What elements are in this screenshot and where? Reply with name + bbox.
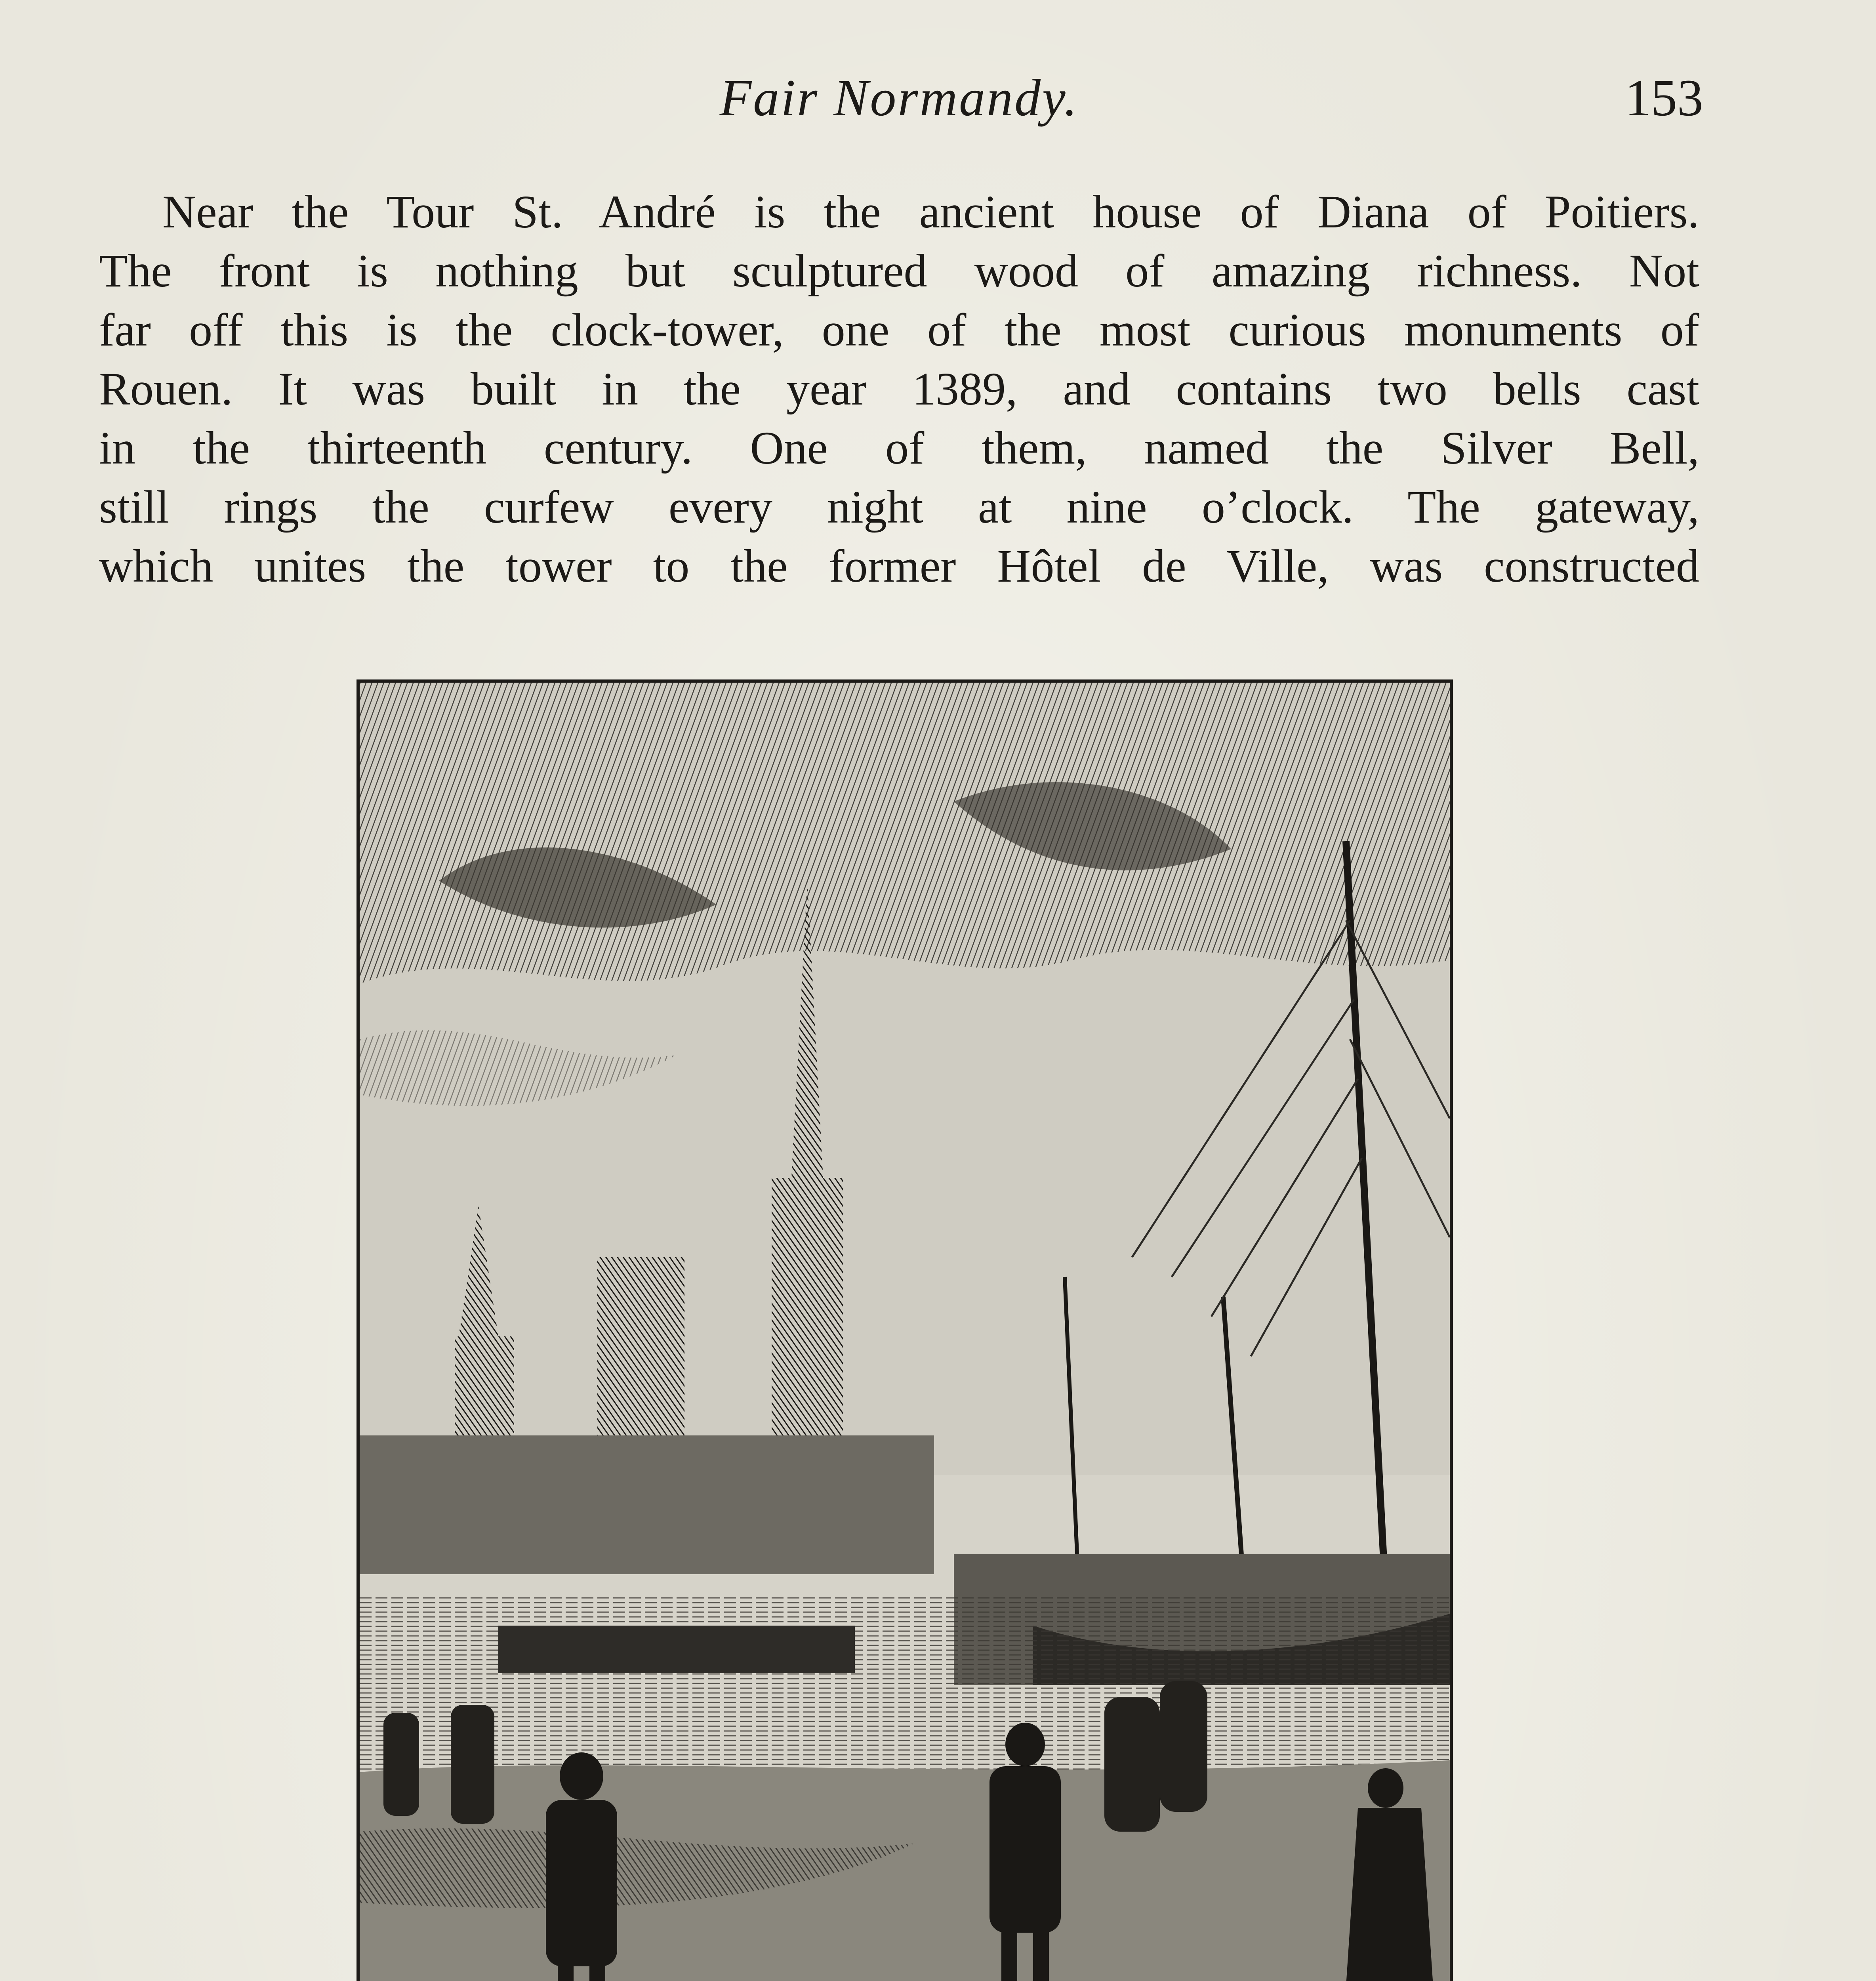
engraving-illustration <box>360 683 1450 1981</box>
text-line: The front is nothing but sculptured wood of amazing richness. Not <box>99 245 1699 297</box>
text-line: which unites the tower to the former Hôtel de Ville, was constructed <box>99 540 1699 592</box>
text-line: Rouen. It was built in the year 1389, and contains two bells cast <box>99 363 1699 415</box>
page-number: 153 <box>1625 69 1703 127</box>
engraving-rouen-harbour <box>357 679 1453 1981</box>
paragraph-top <box>99 182 1699 595</box>
text-line: in the thirteenth century. One of them, named the Silver Bell, <box>99 422 1699 474</box>
running-head <box>95 67 1703 147</box>
text-line: Near the Tour St. André is the ancient house of Diana of Poitiers. <box>162 186 1699 238</box>
text-line: far off this is the clock-tower, one of the most curious monuments of <box>99 304 1699 356</box>
running-title: Fair Normandy. <box>719 69 1079 127</box>
text-line: still rings the curfew every night at nine o’clock. The gateway, <box>99 481 1699 533</box>
